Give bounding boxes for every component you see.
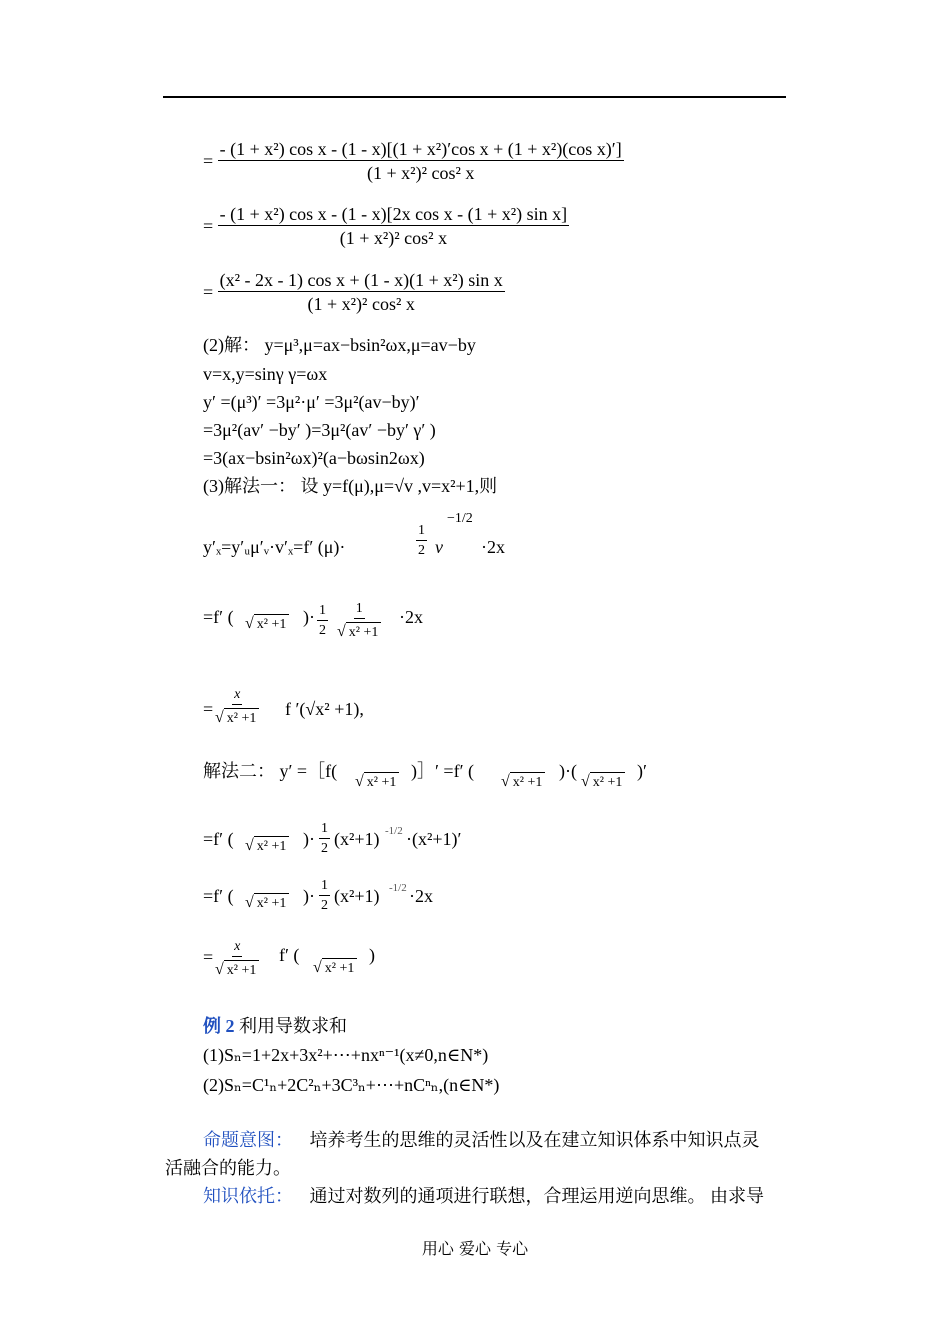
- sqrt-6: √ x² +1: [313, 958, 357, 976]
- fraction-1-denominator: (1 + x²)² cos² x: [367, 163, 475, 183]
- half-fraction: [416, 524, 427, 558]
- part2-line-1: (2)解： y=μ³,μ=ax−bsin²ωx,μ=av−by: [203, 335, 476, 355]
- minus-half-exp: -1/2: [389, 882, 407, 894]
- fprime-open: =f′ (: [203, 829, 234, 849]
- example2-label: 例 2: [203, 1016, 235, 1036]
- half-fraction-2: [317, 604, 328, 638]
- fraction-2: [218, 205, 570, 247]
- chain-rule-text: y′ₓ=y′ᵤμ′ᵥ·v′ₓ=f′ (μ)·: [203, 537, 346, 557]
- sqrt-3: √ x² +1: [581, 772, 625, 790]
- part2-line-4: =3μ²(av′ −by′ )=3μ²(av′ −by′ γ′ ): [203, 420, 436, 440]
- paren-close: ): [369, 945, 375, 965]
- part2-line-2: v=x,y=sinγ γ=ωx: [203, 364, 328, 384]
- fprime-open: =f′ (: [203, 607, 234, 627]
- times-2x-2: ·2x: [399, 607, 423, 627]
- pow-term: (x²+1): [334, 829, 380, 849]
- equals-sign: =: [203, 151, 214, 171]
- basis-paragraph: [203, 1187, 764, 1205]
- example2-item-1: (1)Sₙ=1+2x+3x²+⋯+nxⁿ⁻¹(x≠0,n∈N*): [203, 1045, 489, 1065]
- example2-title: 利用导数求和: [239, 1016, 347, 1036]
- close-dot: )·: [303, 829, 315, 849]
- intent-paragraph: [203, 1131, 760, 1149]
- equals-sign: =: [203, 699, 214, 719]
- half-denominator: 2: [418, 543, 425, 558]
- fprime-sqrt-term: f ′(√x² +1),: [285, 699, 364, 719]
- fraction-2-numerator: - (1 + x²) cos x - (1 - x)[2x cos x - (1 + x²) sin x]: [219, 204, 568, 224]
- intent-label: 命题意图：: [203, 1130, 293, 1150]
- method2-mid2: )·(: [559, 761, 577, 781]
- intent-text: 培养考生的思维的灵活性以及在建立知识体系中知识点灵: [309, 1130, 760, 1150]
- times-2x: ·2x: [481, 537, 505, 557]
- equals-sign: =: [203, 947, 214, 967]
- part2-line-5: =3(ax−bsin²ωx)²(a−bωsin2ωx): [203, 448, 425, 468]
- reciprocal-sqrt-fraction: [337, 602, 381, 640]
- fraction-3-numerator: (x² - 2x - 1) cos x + (1 - x)(1 + x²) sin x: [219, 270, 503, 290]
- sqrt-denominator: √ x² +1: [337, 619, 381, 640]
- fprime-x: f′ (: [279, 945, 300, 965]
- half-numerator: 1: [416, 524, 427, 541]
- header-rule: [163, 96, 786, 98]
- fprime-open: =f′ (: [203, 886, 234, 906]
- pow-term: (x²+1): [334, 886, 380, 906]
- one-numerator: 1: [354, 602, 365, 619]
- x-over-sqrt-fraction-2: x √ x² +1: [215, 940, 259, 978]
- equals-sign: =: [203, 216, 214, 236]
- basis-label: 知识依托：: [203, 1186, 293, 1206]
- half-fraction-3: $\frac{1}{2}$: [321, 821, 328, 856]
- sqrt-4: √ x² +1: [245, 836, 289, 854]
- fraction-3: [218, 271, 505, 313]
- half-numerator: 1: [317, 604, 328, 621]
- fraction-3-denominator: (1 + x²)² cos² x: [307, 294, 415, 314]
- sqrt-x2-plus-1: [245, 614, 289, 632]
- half-fraction-4: $\frac{1}{2}$: [321, 878, 328, 913]
- equation-line-2: [203, 205, 569, 247]
- method2-end: )′: [637, 761, 647, 781]
- fraction-1: [218, 140, 624, 182]
- close-dot: )·: [303, 607, 315, 627]
- sqrt-sign: √: [245, 615, 254, 633]
- x-numerator: x: [232, 688, 242, 705]
- sqrt-denominator: √ x² +1: [215, 705, 259, 726]
- method2-label: 解法二： y′ =［f(: [203, 761, 338, 781]
- part3-line-1: (3)解法一： 设 y=f(μ),μ=√v ,v=x²+1,则: [203, 476, 498, 496]
- method2-mid: )］′ =f′ (: [411, 761, 475, 781]
- prime-paren-term: ·(x²+1)′: [406, 829, 462, 849]
- times-2x-3: ·2x: [409, 886, 433, 906]
- equation-line-1: [203, 140, 624, 182]
- sqrt-2: √ x² +1: [501, 772, 545, 790]
- sqrt-5: √ x² +1: [245, 893, 289, 911]
- equals-sign: =: [203, 282, 214, 302]
- half-denominator: 2: [319, 623, 326, 638]
- basis-text: 通过对数列的通项进行联想，合理运用逆向思维。 由求导: [309, 1186, 764, 1206]
- fraction-1-numerator: - (1 + x²) cos x - (1 - x)[(1 + x²)′cos x + (1 + x²)(cos x)′]: [219, 139, 622, 159]
- x-over-sqrt-fraction: [215, 688, 259, 726]
- minus-half-exponent: −1/2: [447, 511, 473, 526]
- sqrt-1: √ x² +1: [355, 772, 399, 790]
- page-footer: 用心 爱心 专心: [421, 1239, 529, 1258]
- part2-line-3: y′ =(μ³)′ =3μ²·μ′ =3μ²(av−by)′: [203, 392, 420, 412]
- example2-item-2: (2)Sₙ=C¹ₙ+2C²ₙ+3C³ₙ+⋯+nCⁿₙ,(n∈N*): [203, 1075, 500, 1095]
- minus-half-exp: -1/2: [385, 825, 403, 837]
- sqrt-argument: x² +1: [254, 614, 290, 632]
- v-base: v: [435, 537, 443, 557]
- equation-line-3: [203, 271, 505, 313]
- fraction-2-denominator: (1 + x²)² cos² x: [339, 228, 448, 248]
- intent-text-continued: 活融合的能力。: [165, 1158, 291, 1178]
- example2-heading: [203, 1017, 347, 1035]
- close-dot: )·: [303, 886, 315, 906]
